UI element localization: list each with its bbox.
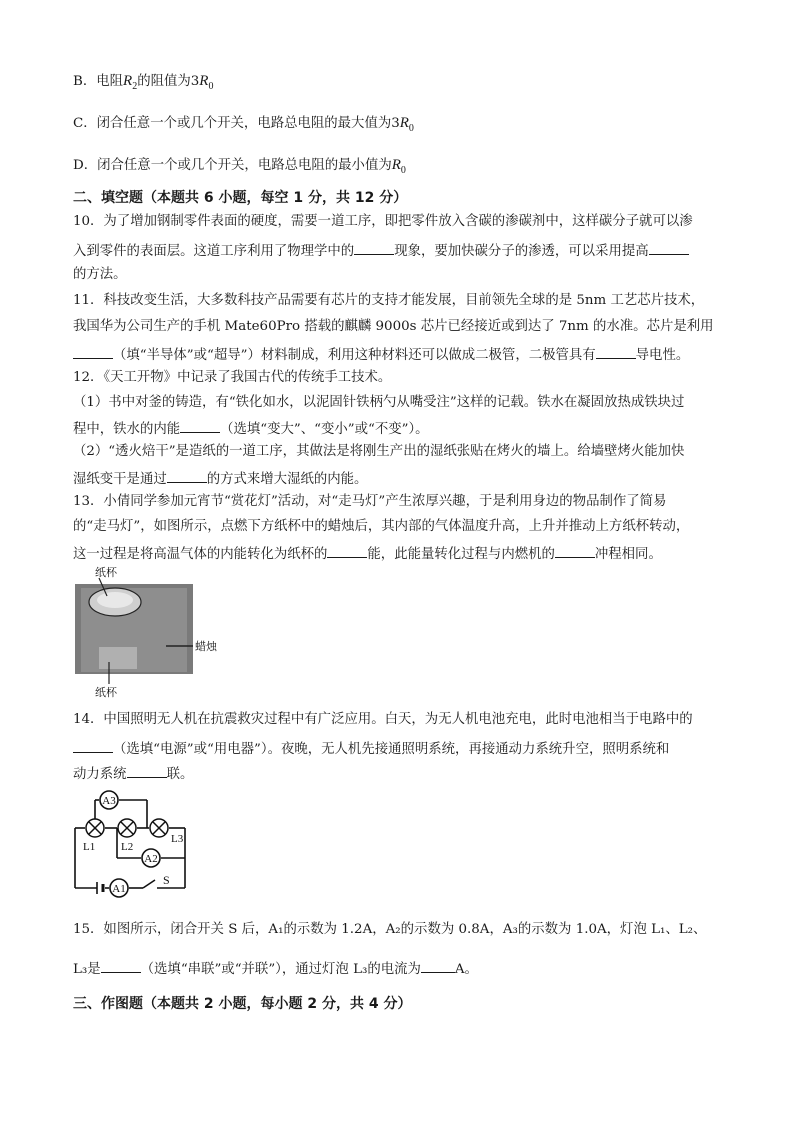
lamp-l3-icon bbox=[150, 819, 168, 837]
option-b-mid: 的阻值为3 bbox=[137, 74, 200, 89]
label-cup-top: 纸杯 bbox=[95, 566, 117, 579]
circuit-diagram bbox=[73, 788, 198, 900]
ammeter-a1-icon bbox=[110, 879, 128, 897]
q14-text: （选填“电源”或“用电器”）。夜晚，无人机先接通照明系统，再接通动力系统升空，照明系统和 bbox=[113, 742, 670, 757]
answer-blank[interactable] bbox=[421, 958, 455, 973]
q14-line-3 bbox=[73, 763, 193, 784]
circuit-figure bbox=[73, 788, 198, 900]
q10-text: 现象，要加快碳分子的渗透，可以采用提高 bbox=[394, 244, 649, 259]
section-3-title: 三、作图题（本题共 2 小题，每小题 2 分，共 4 分） bbox=[73, 996, 412, 1012]
q10-line-1: 10．为了增加钢制零件表面的硬度，需要一道工序，即把零件放入含碳的渗碳剂中，这样碳分子就可以渗 bbox=[73, 214, 693, 229]
resistor-symbol: $R_0$ bbox=[399, 115, 414, 134]
q12-text: 程中，铁水的内能 bbox=[73, 422, 181, 437]
ammeter-a2-icon bbox=[142, 849, 160, 867]
q10-text: 入到零件的表面层。这道工序利用了物理学中的 bbox=[73, 244, 355, 259]
resistor-symbol: $R_2$ bbox=[123, 73, 138, 92]
option-d bbox=[73, 156, 406, 180]
answer-blank[interactable] bbox=[127, 763, 167, 778]
option-b bbox=[73, 72, 213, 96]
answer-blank[interactable] bbox=[180, 418, 220, 433]
option-d-text: D．闭合任意一个或几个开关，电路总电阻的最小值为 bbox=[73, 158, 392, 173]
q10-line-2 bbox=[73, 240, 689, 261]
q13-text: 能，此能量转化过程与内燃机的 bbox=[367, 547, 555, 562]
lamp-l1-icon bbox=[86, 819, 104, 837]
answer-blank[interactable] bbox=[167, 468, 207, 483]
option-b-text: B．电阻 bbox=[73, 74, 124, 89]
q11-line-1: 11．科技改变生活，大多数科技产品需要有芯片的支持才能发展，目前领先全球的是 5nm 工艺芯片技术， bbox=[73, 293, 705, 308]
label-candle: 蜡烛 bbox=[195, 640, 217, 653]
q10-line-3: 的方法。 bbox=[73, 267, 127, 282]
q12-line-5 bbox=[73, 468, 367, 489]
q14-line-2 bbox=[73, 738, 669, 759]
answer-blank[interactable] bbox=[354, 240, 394, 255]
q12-line-1: 12．《天工开物》中记录了我国古代的传统手工技术。 bbox=[73, 370, 392, 385]
lantern-illustration bbox=[73, 562, 243, 702]
q13-line-2: 的“走马灯”，如图所示，点燃下方纸杯中的蜡烛后，其内部的气体温度升高，上升并推动上方纸杯转动， bbox=[73, 519, 690, 534]
q15-text: L₃是 bbox=[73, 962, 101, 977]
q15-text: A。 bbox=[454, 962, 478, 977]
svg-text:A3: A3 bbox=[102, 795, 116, 807]
svg-text:A1: A1 bbox=[112, 883, 126, 895]
label-l2: L2 bbox=[121, 841, 134, 853]
q12-line-2: （1）书中对釜的铸造，有“铁化如水，以泥固针铁柄勺从嘴受注”这样的记载。铁水在凝固放热成铁块过 bbox=[73, 395, 685, 410]
svg-text:A2: A2 bbox=[144, 853, 158, 865]
q12-line-3 bbox=[73, 418, 429, 439]
q13-text: 这一过程是将高温气体的内能转化为纸杯的 bbox=[73, 547, 328, 562]
q15-line-1: 15．如图所示，闭合开关 S 后，A₁的示数为 1.2A，A₂的示数为 0.8A，A₃的示数为 1.0A，灯泡 L₁、L₂、 bbox=[73, 922, 707, 937]
lantern-figure bbox=[73, 562, 243, 702]
label-l1: L1 bbox=[83, 841, 96, 853]
q11-text: 导电性。 bbox=[635, 348, 690, 363]
lamp-l2-icon bbox=[118, 819, 136, 837]
answer-blank[interactable] bbox=[555, 543, 595, 558]
q13-line-1: 13．小倩同学参加元宵节“赏花灯”活动，对“走马灯”产生浓厚兴趣，于是利用身边的物品制作了简易 bbox=[73, 494, 667, 509]
label-switch: S bbox=[163, 873, 170, 887]
q11-line-2: 我国华为公司生产的手机 Mate60Pro 搭载的麒麟 9000s 芯片已经接近或到达了 7nm 的水准。芯片是利用 bbox=[73, 319, 714, 334]
q12-text: 湿纸变干是通过 bbox=[73, 472, 167, 487]
answer-blank[interactable] bbox=[73, 738, 113, 753]
option-c bbox=[73, 114, 414, 138]
answer-blank[interactable] bbox=[596, 344, 636, 359]
q12-text: 的方式来增大湿纸的内能。 bbox=[206, 472, 368, 487]
q13-line-3 bbox=[73, 543, 662, 564]
q12-line-4: （2）“透火焙干”是造纸的一道工序，其做法是将刚生产出的湿纸张贴在烤火的墙上。给墙壁烤火能加快 bbox=[73, 444, 685, 459]
resistor-symbol: $R_0$ bbox=[199, 73, 214, 92]
answer-blank[interactable] bbox=[101, 958, 141, 973]
answer-blank[interactable] bbox=[649, 240, 689, 255]
answer-blank[interactable] bbox=[73, 344, 113, 359]
resistor-symbol: $R_0$ bbox=[391, 157, 406, 176]
q15-text: （选填“串联”或“并联”），通过灯泡 L₃的电流为 bbox=[140, 962, 421, 977]
label-l3: L3 bbox=[171, 833, 184, 845]
answer-blank[interactable] bbox=[327, 543, 367, 558]
q11-text: （填“半导体”或“超导”）材料制成，利用这种材料还可以做成二极管，二极管具有 bbox=[113, 348, 596, 363]
q13-text: 冲程相同。 bbox=[594, 547, 662, 562]
q14-line-1: 14．中国照明无人机在抗震救灾过程中有广泛应用。白天，为无人机电池充电，此时电池相当于电路中的 bbox=[73, 712, 693, 727]
q15-line-2 bbox=[73, 958, 478, 979]
option-c-text: C．闭合任意一个或几个开关，电路总电阻的最大值为3 bbox=[73, 116, 400, 131]
q11-line-3 bbox=[73, 344, 689, 365]
label-cup-bottom: 纸杯 bbox=[95, 686, 117, 699]
q14-text: 动力系统 bbox=[73, 767, 127, 782]
ammeter-a3-icon bbox=[100, 791, 118, 809]
section-2-title: 二、填空题（本题共 6 小题，每空 1 分，共 12 分） bbox=[73, 190, 408, 206]
q12-text: （选填“变大”、“变小”或“不变”）。 bbox=[220, 422, 429, 437]
q14-text: 联。 bbox=[166, 767, 194, 782]
